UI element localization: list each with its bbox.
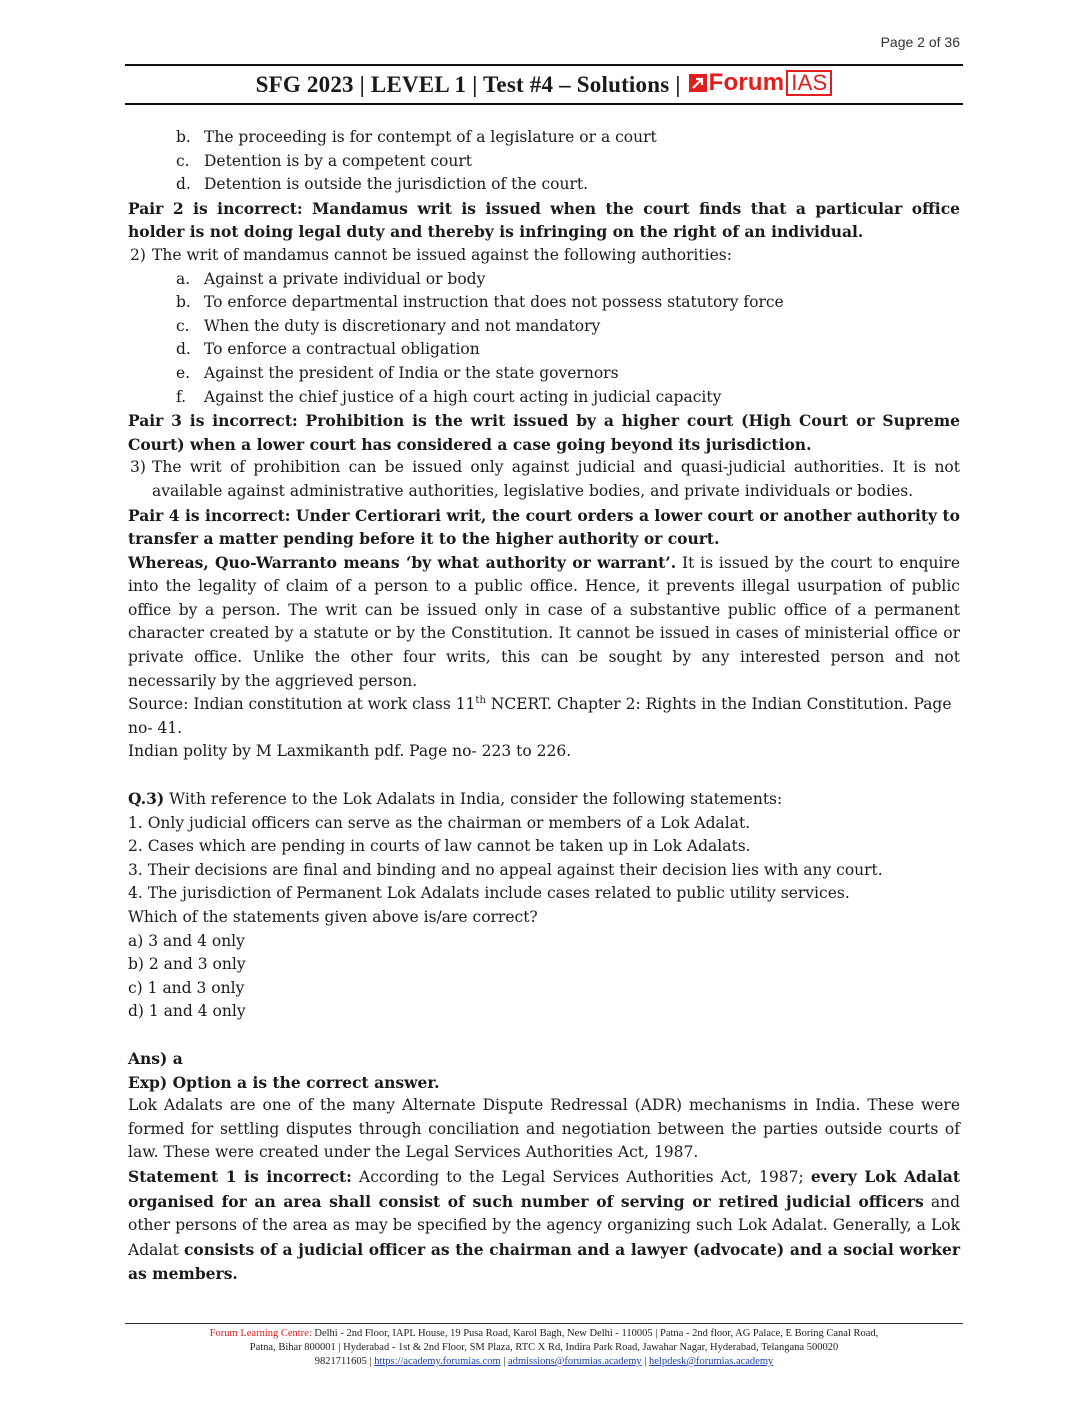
page-header [125,68,963,102]
list-item: c. When the duty is discretionary and not mandatory [176,316,601,335]
header-rule-bottom [125,103,963,105]
statement-1-explanation: Statement 1 is incorrect: According to the Legal Services Authorities Act, 1987; every Lok Adalat organised for an area shall consist of such number of serving or retired judicial officers and other persons of the area as may be specified by the agency organizing such Lok Adalat. Generally, a Lok Adalat consists of a judicial officer as the chairman and a lawyer (advocate) and a social worker as members. [128,1166,960,1284]
list-item: f. Against the chief justice of a high court acting in judicial capacity [176,387,722,406]
list-item: a. Against a private individual or body [176,269,486,288]
statement: 3. Their decisions are final and binding and no appeal against their decision lies with any court. [128,860,883,879]
pair-3-statement: Pair 3 is incorrect: Prohibition is the writ issued by a higher court (High Court or Supreme Court) when a lower court has considered a case going beyond its jurisdiction. [128,411,960,454]
source-line-2: Indian polity by M Laxmikanth pdf. Page no- 223 to 226. [128,742,572,761]
list-item: c. Detention is by a competent court [176,151,473,170]
lok-adalat-paragraph: Lok Adalats are one of the many Alternate Dispute Redressal (ADR) mechanisms in India. These were formed for settling disputes through conciliation and negotiation between the parties outside courts of law. These were created under the Legal Services Authorities Act, 1987. [128,1096,960,1162]
footer-address-line-2: Patna, Bihar 800001 | Hyderabad - 1st & 2nd Floor, SM Plaza, RTC X Rd, Indira Park Road, Jawahar Nagar, Hyderabad, Telangana 500020 [249,1342,839,1353]
pair-2-statement: Pair 2 is incorrect: Mandamus writ is issued when the court finds that a particular office holder is not doing legal duty and thereby is infringing on the right of an individual. [128,198,960,242]
point-3: 3) The writ of prohibition can be issued only against judicial and quasi-judicial authorities. It is not available against administrative authorities, legislative bodies, and private individuals or bodies. [130,458,960,500]
list-item: d. Detention is outside the jurisdiction of the court. [176,175,589,194]
logo-ias-text: IAS [786,70,832,96]
main-content [128,126,960,1287]
option: a) 3 and 4 only [128,931,245,950]
list-mandamus-exceptions [128,268,960,410]
option: b) 2 and 3 only [128,955,246,974]
page-number: Page 2 of 36 [880,34,960,50]
option: c) 1 and 3 only [128,978,245,997]
forumias-logo [689,69,833,97]
list-item: e. Against the president of India or the state governors [176,363,619,382]
option: d) 1 and 4 only [128,1002,246,1021]
arrow-icon [689,74,707,92]
logo-forum-text: Forum [708,69,785,96]
helpdesk-email-link[interactable]: helpdesk@forumias.academy [649,1356,774,1367]
point-2: 2) The writ of mandamus cannot be issued against the following authorities: [130,245,732,264]
answer: Ans) a [128,1048,183,1068]
footer-contacts: 9821711605 | https://academy.forumias.com | admissions@forumias.academy | helpdesk@forumias.academy [314,1356,774,1367]
list-item: b. To enforce departmental instruction that does not possess statutory force [176,293,784,312]
header-title: SFG 2023 | LEVEL 1 | Test #4 – Solutions | [255,72,681,97]
statement: 4. The jurisdiction of Permanent Lok Adalats include cases related to public utility services. [128,884,850,903]
statement: 1. Only judicial officers can serve as the chairman or members of a Lok Adalat. [128,813,751,832]
question-prompt: Which of the statements given above is/are correct? [128,908,538,926]
pair-4-statement: Pair 4 is incorrect: Under Certiorari writ, the court orders a lower court or another authority to transfer a matter pending before it to the higher authority or court. [128,505,960,549]
list-item: d. To enforce a contractual obligation [176,340,480,359]
statement: 2. Cases which are pending in courts of law cannot be taken up in Lok Adalats. [128,837,751,856]
footer-address-line-1: Forum Learning Centre: Delhi - 2nd Floor, IAPL House, 19 Pusa Road, Karol Bagh, New Delhi - 110005 | Patna - 2nd floor, AG Palace, E Boring Canal Road, [209,1328,879,1339]
list-habeas-exceptions [128,126,960,197]
website-link[interactable]: https://academy.forumias.com [374,1356,501,1367]
list-item: b. The proceeding is for contempt of a legislature or a court [176,128,657,146]
explanation-heading: Exp) Option a is the correct answer. [128,1072,440,1092]
question-3: Q.3) With reference to the Lok Adalats in India, consider the following statements: [128,789,783,809]
page-footer [125,1323,963,1369]
admissions-email-link[interactable]: admissions@forumias.academy [508,1356,642,1367]
quo-warranto-paragraph: Whereas, Quo-Warranto means ‘by what authority or warrant’. It is issued by the court to enquire into the legality of claim of a person to a public office. Hence, it prevents illegal usurpation of public office by a person. The writ can be issued only in case of a substantive public office of a permanent character created by a statute or by the Constitution. It cannot be issued in cases of ministerial office or private office. Unlike the other four writs, this can be sought by any interested person and not necessarily by the aggrieved person. [128,552,960,690]
header-rule-top [125,64,963,66]
source-line-1: Source: Indian constitution at work class 11th NCERT. Chapter 2: Rights in the Indian Constitution. Page no- 41. [128,695,952,737]
